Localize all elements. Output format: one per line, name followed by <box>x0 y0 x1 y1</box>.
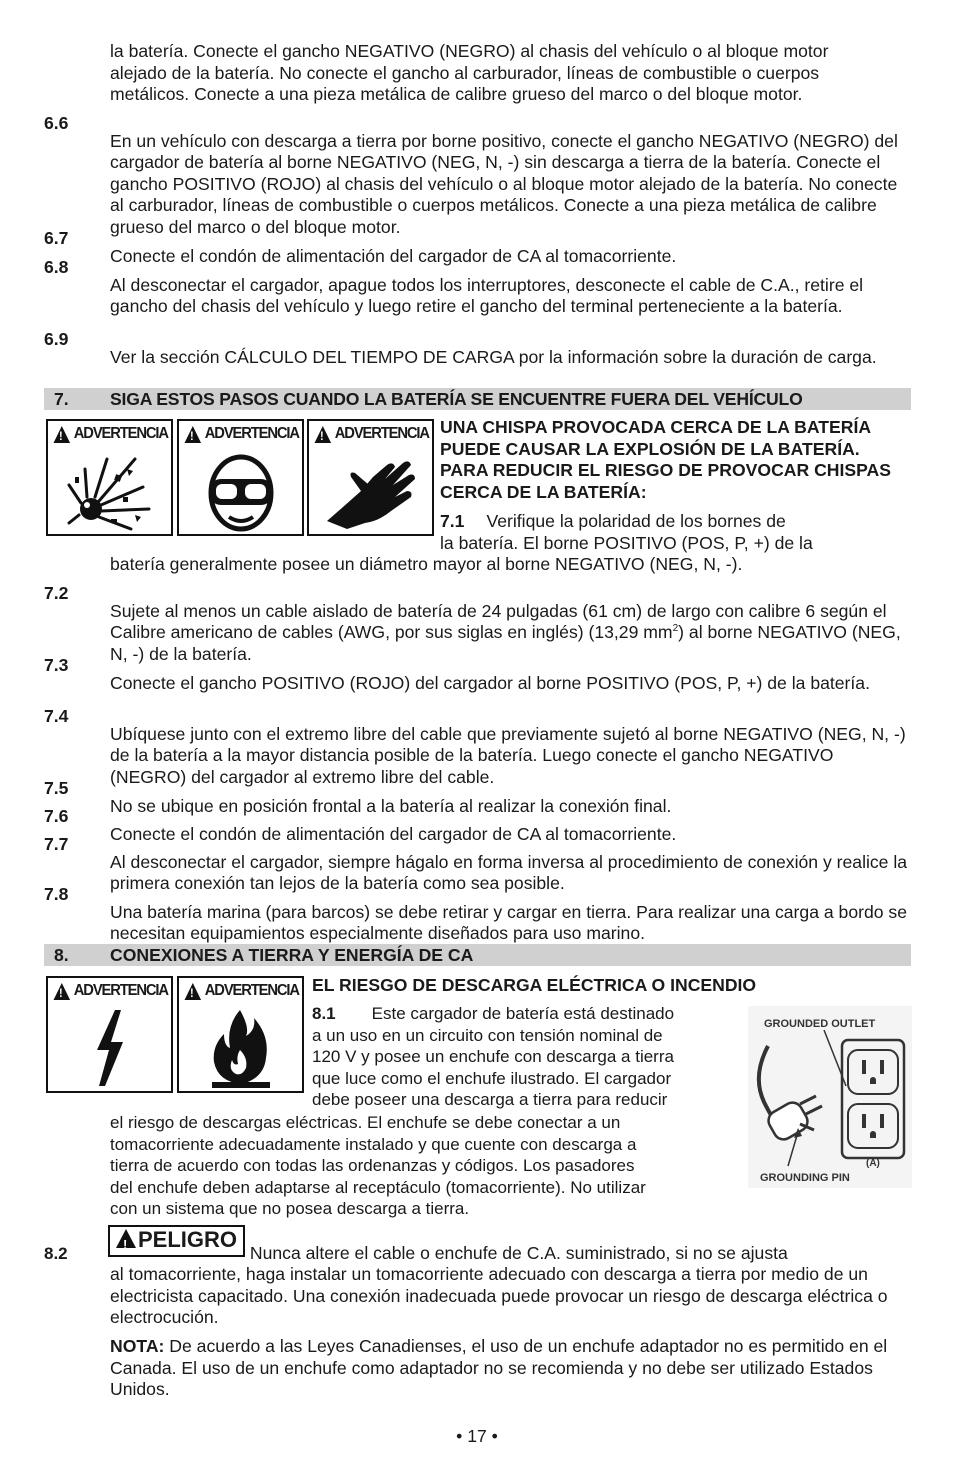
step-text: Este cargador de batería está destinado <box>371 1004 675 1023</box>
step-text: Sujete al menos un cable aislado de batería de 24 pulgadas (61 cm) de largo con calibre 6 según el Calibre americano de cables (AWG, por sus siglas en inglés) (13,29 mm <box>110 600 887 643</box>
warning-fire-box <box>177 976 304 1093</box>
step-number: 7.4 <box>44 706 69 726</box>
step-number: 7.3 <box>44 655 69 675</box>
step-text: Ver la sección CÁLCULO DEL TIEMPO DE CARGA por la información sobre la duración de carga. <box>110 346 877 367</box>
safety-goggles-icon <box>201 449 281 533</box>
warning-triangle-icon <box>185 426 202 443</box>
step-text: del enchufe deben adaptarse al receptáculo (tomacorriente). No utilizar <box>110 1177 646 1197</box>
step-text: a un uso en un circuito con tensión nominal de <box>312 1025 663 1045</box>
superscript: 2 <box>672 623 679 635</box>
intro-line: la batería. Conecte el gancho NEGATIVO (NEGRO) al chasis del vehículo o al bloque motor <box>110 41 829 61</box>
step-text: Al desconectar el cargador, siempre hágalo en forma inversa al procedimiento de conexión y realice la primera conexión tan lejos de la batería como sea posible. <box>110 851 908 894</box>
step-text: Nunca altere el cable o enchufe de C.A. suministrado, si no se ajusta <box>249 1243 788 1263</box>
step-text: tomacorriente adecuadamente instalado y que cuente con descarga a <box>110 1134 637 1154</box>
grounded-outlet-figure <box>748 1006 912 1188</box>
warning-statement: UNA CHISPA PROVOCADA CERCA DE LA BATERÍA PUEDE CAUSAR LA EXPLOSIÓN DE LA BATERÍA. PARA REDUCIR EL RIESGO DE PROVOCAR CHISPAS CERCA DE LA BATERÍA: <box>440 417 891 502</box>
step-number: 8.1 <box>312 1004 336 1023</box>
danger-badge <box>108 1225 245 1257</box>
note-paragraph <box>110 1336 910 1401</box>
step-number: 7.1 <box>440 511 465 531</box>
step-number: 6.7 <box>44 228 69 248</box>
warning-gloves-box <box>307 419 434 536</box>
step-text: con un sistema que no posea descarga a tierra. <box>110 1199 470 1219</box>
step-number: 7.2 <box>44 583 69 603</box>
step-number: 6.9 <box>44 329 69 349</box>
electric-shock-icon <box>85 1006 135 1090</box>
section-title: CONEXIONES A TIERRA Y ENERGÍA DE CA <box>110 945 474 965</box>
step-number: 6.6 <box>44 113 69 133</box>
intro-paragraph <box>110 41 920 106</box>
warning-label: ADVERTENCIA <box>334 425 429 442</box>
step-text: la batería. El borne POSITIVO (POS, P, +) de la <box>440 532 813 553</box>
warning-label: ADVERTENCIA <box>73 425 168 442</box>
step-text: batería generalmente posee un diámetro mayor al borne NEGATIVO (NEG, N, -). <box>110 554 743 574</box>
warning-label: ADVERTENCIA <box>73 982 168 999</box>
step-number: 7.7 <box>44 834 69 854</box>
step-text: al tomacorriente, haga instalar un tomacorriente adecuado con descarga a tierra por medio de un electricista capacitado. Una conexión inadecuada puede provocar un riesgo de descarga eléctrica o electrocución. <box>110 1264 888 1328</box>
warning-shock-box <box>46 976 173 1093</box>
warning-triangle-icon <box>185 983 202 1000</box>
figure-label-grounding-pin: GROUNDING PIN <box>760 1172 850 1184</box>
section-7-header <box>44 388 911 410</box>
warning-text-section-7 <box>440 417 910 503</box>
figure-label-grounded-outlet: GROUNDED OUTLET <box>764 1018 876 1030</box>
step-7-3 <box>44 655 914 712</box>
step-6-8 <box>44 257 914 335</box>
note-label: NOTA: <box>110 1336 165 1356</box>
outlet-plug-illustration <box>748 1006 912 1188</box>
step-text: Conecte el condón de alimentación del cargador de CA al tomacorriente. <box>110 245 677 266</box>
step-text: No se ubique en posición frontal a la batería al realizar la conexión final. <box>110 795 672 816</box>
step-text: debe poseer una descarga a tierra para reducir <box>312 1090 668 1110</box>
danger-label: PELIGRO <box>138 1227 238 1252</box>
intro-line: metálicos. Conecte a una pieza metálica de calibre grueso del marco o del bloque motor. <box>110 84 803 105</box>
step-text: Al desconectar el cargador, apague todos los interruptores, desconecte el cable de C.A., retire el gancho del chasis del vehículo y luego retire el gancho del terminal perteneciente a la batería. <box>110 274 864 317</box>
step-text: Ubíquese junto con el extremo libre del cable que previamente sujetó al borne NEGATIVO (NEG, N, -) de la batería a la mayor distancia posible de la batería. Luego conecte el gancho NEGATIVO (NEGRO) del cargador al extremo libre del cable. <box>110 723 906 787</box>
fire-icon <box>206 1006 276 1090</box>
step-number: 8.2 <box>44 1244 68 1263</box>
step-number: 7.6 <box>44 806 69 826</box>
warning-label: ADVERTENCIA <box>204 425 299 442</box>
section-number: 8. <box>54 945 69 965</box>
page-number: • 17 • <box>456 1426 498 1446</box>
step-text: Conecte el condón de alimentación del cargador de CA al tomacorriente. <box>110 823 677 844</box>
intro-line: alejado de la batería. No conecte el gancho al carburador, líneas de combustible o cuerpos <box>110 62 820 83</box>
step-6-9 <box>44 329 914 386</box>
step-text: el riesgo de descargas eléctricas. El enchufe se debe conectar a un <box>110 1113 621 1132</box>
step-text: tierra de acuerdo con todas las ordenanzas y códigos. Los pasadores <box>110 1156 635 1176</box>
step-text: Una batería marina (para barcos) se debe retirar y cargar en tierra. Para realizar una carga a bordo se necesitan equipamientos especialmente diseñados para uso marino. <box>110 901 908 944</box>
warning-label: ADVERTENCIA <box>204 982 299 999</box>
warning-goggles-box <box>177 419 304 536</box>
step-number: 7.8 <box>44 884 69 904</box>
step-text: que luce como el enchufe ilustrado. El cargador <box>312 1068 672 1088</box>
explosion-icon <box>65 449 155 533</box>
step-text: Conecte el gancho POSITIVO (ROJO) del cargador al borne POSITIVO (POS, P, +) de la batería. <box>110 672 870 693</box>
section-8-header <box>44 944 911 966</box>
step-text: En un vehículo con descarga a tierra por borne positivo, conecte el gancho NEGATIVO (NEGRO) del cargador de batería al borne NEGATIVO (NEG, N, -) sin descarga a tierra de la batería. Conecte el gancho POSITIVO (ROJO) al chasis del vehículo o al bloque motor alejado de la batería. No conecte al carburador, líneas de combustible o cuerpos metálicos. Conecte a una pieza metálica de calibre grueso del marco o del bloque motor. <box>110 130 898 237</box>
section-number: 7. <box>54 389 69 409</box>
warning-statement: EL RIESGO DE DESCARGA ELÉCTRICA O INCENDIO <box>312 975 757 995</box>
danger-triangle-icon <box>116 1229 136 1248</box>
step-text: ) al borne NEGATIVO (NEG, N, -) de la batería. <box>110 622 901 664</box>
step-number: 6.8 <box>44 257 69 277</box>
step-text: 120 V y posee un enchufe con descarga a tierra <box>312 1047 674 1067</box>
protective-glove-icon <box>321 449 421 533</box>
warning-triangle-icon <box>54 426 71 443</box>
warning-triangle-icon <box>54 983 71 1000</box>
step-number: 7.5 <box>44 778 69 798</box>
warning-triangle-icon <box>315 426 332 443</box>
warning-explosion-box <box>46 419 173 536</box>
figure-label-a: (A) <box>866 1158 880 1169</box>
note-text: De acuerdo a las Leyes Canadienses, el uso de un enchufe adaptador no es permitido en el Canada. El uso de un enchufe como adaptador no se recomienda y no debe ser utilizado Estados Unidos. <box>110 1336 888 1400</box>
step-text: Verifique la polaridad de los bornes de <box>486 511 786 531</box>
section-title: SIGA ESTOS PASOS CUANDO LA BATERÍA SE ENCUENTRE FUERA DEL VEHÍCULO <box>110 389 803 409</box>
